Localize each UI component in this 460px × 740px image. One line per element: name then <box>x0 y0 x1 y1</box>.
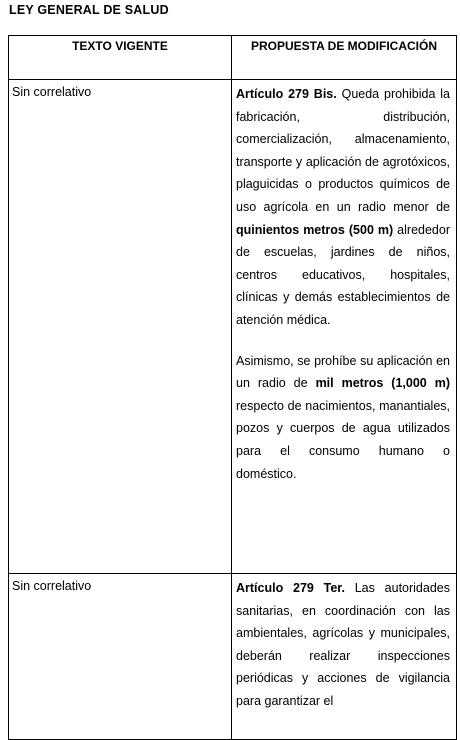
header-current-text: TEXTO VIGENTE <box>9 36 232 80</box>
comparison-table <box>8 35 457 740</box>
table-row <box>9 574 457 740</box>
proposal-cell <box>232 80 457 574</box>
paragraph-text: Asimismo, se prohíbe su aplicación en un radio de <box>236 353 450 391</box>
emphasis-text: quinientos metros (500 m) <box>236 222 394 237</box>
table-header-row <box>9 36 457 80</box>
paragraph-text: Queda prohibida la fabricación, distribución, comercialización, almacenamiento, transporte y aplicación de agrotóxicos, plaguicidas o productos químicos de uso agrícola en un radio menor de <box>236 87 451 214</box>
article-label: Artículo 279 Ter. <box>236 581 345 595</box>
paragraph-text: alrededor de escuelas, jardines de niños, centros educativos, hospitales, clínicas y demás establecimientos de atención médica. <box>236 222 450 327</box>
article-label: Artículo 279 Bis. <box>236 87 337 101</box>
paragraph-text: Las autoridades sanitarias, en coordinación con las ambientales, agrícolas y municipales, deberán realizar inspecciones periódicas y acciones de vigilancia para garantizar el <box>236 581 450 708</box>
document-title: LEY GENERAL DE SALUD <box>9 3 169 17</box>
emphasis-text: mil metros (1,000 m) <box>315 376 450 391</box>
header-proposal: PROPUESTA DE MODIFICACIÓN <box>232 36 457 80</box>
current-text-cell: Sin correlativo <box>9 80 232 574</box>
proposal-paragraph <box>236 350 450 486</box>
proposal-paragraph <box>236 83 450 332</box>
proposal-cell <box>232 574 457 740</box>
table-row <box>9 80 457 574</box>
paragraph-text: respecto de nacimientos, manantiales, pozos y cuerpos de agua utilizados para el consumo humano o doméstico. <box>236 398 450 481</box>
current-text-cell: Sin correlativo <box>9 574 232 740</box>
proposal-paragraph <box>236 577 450 713</box>
